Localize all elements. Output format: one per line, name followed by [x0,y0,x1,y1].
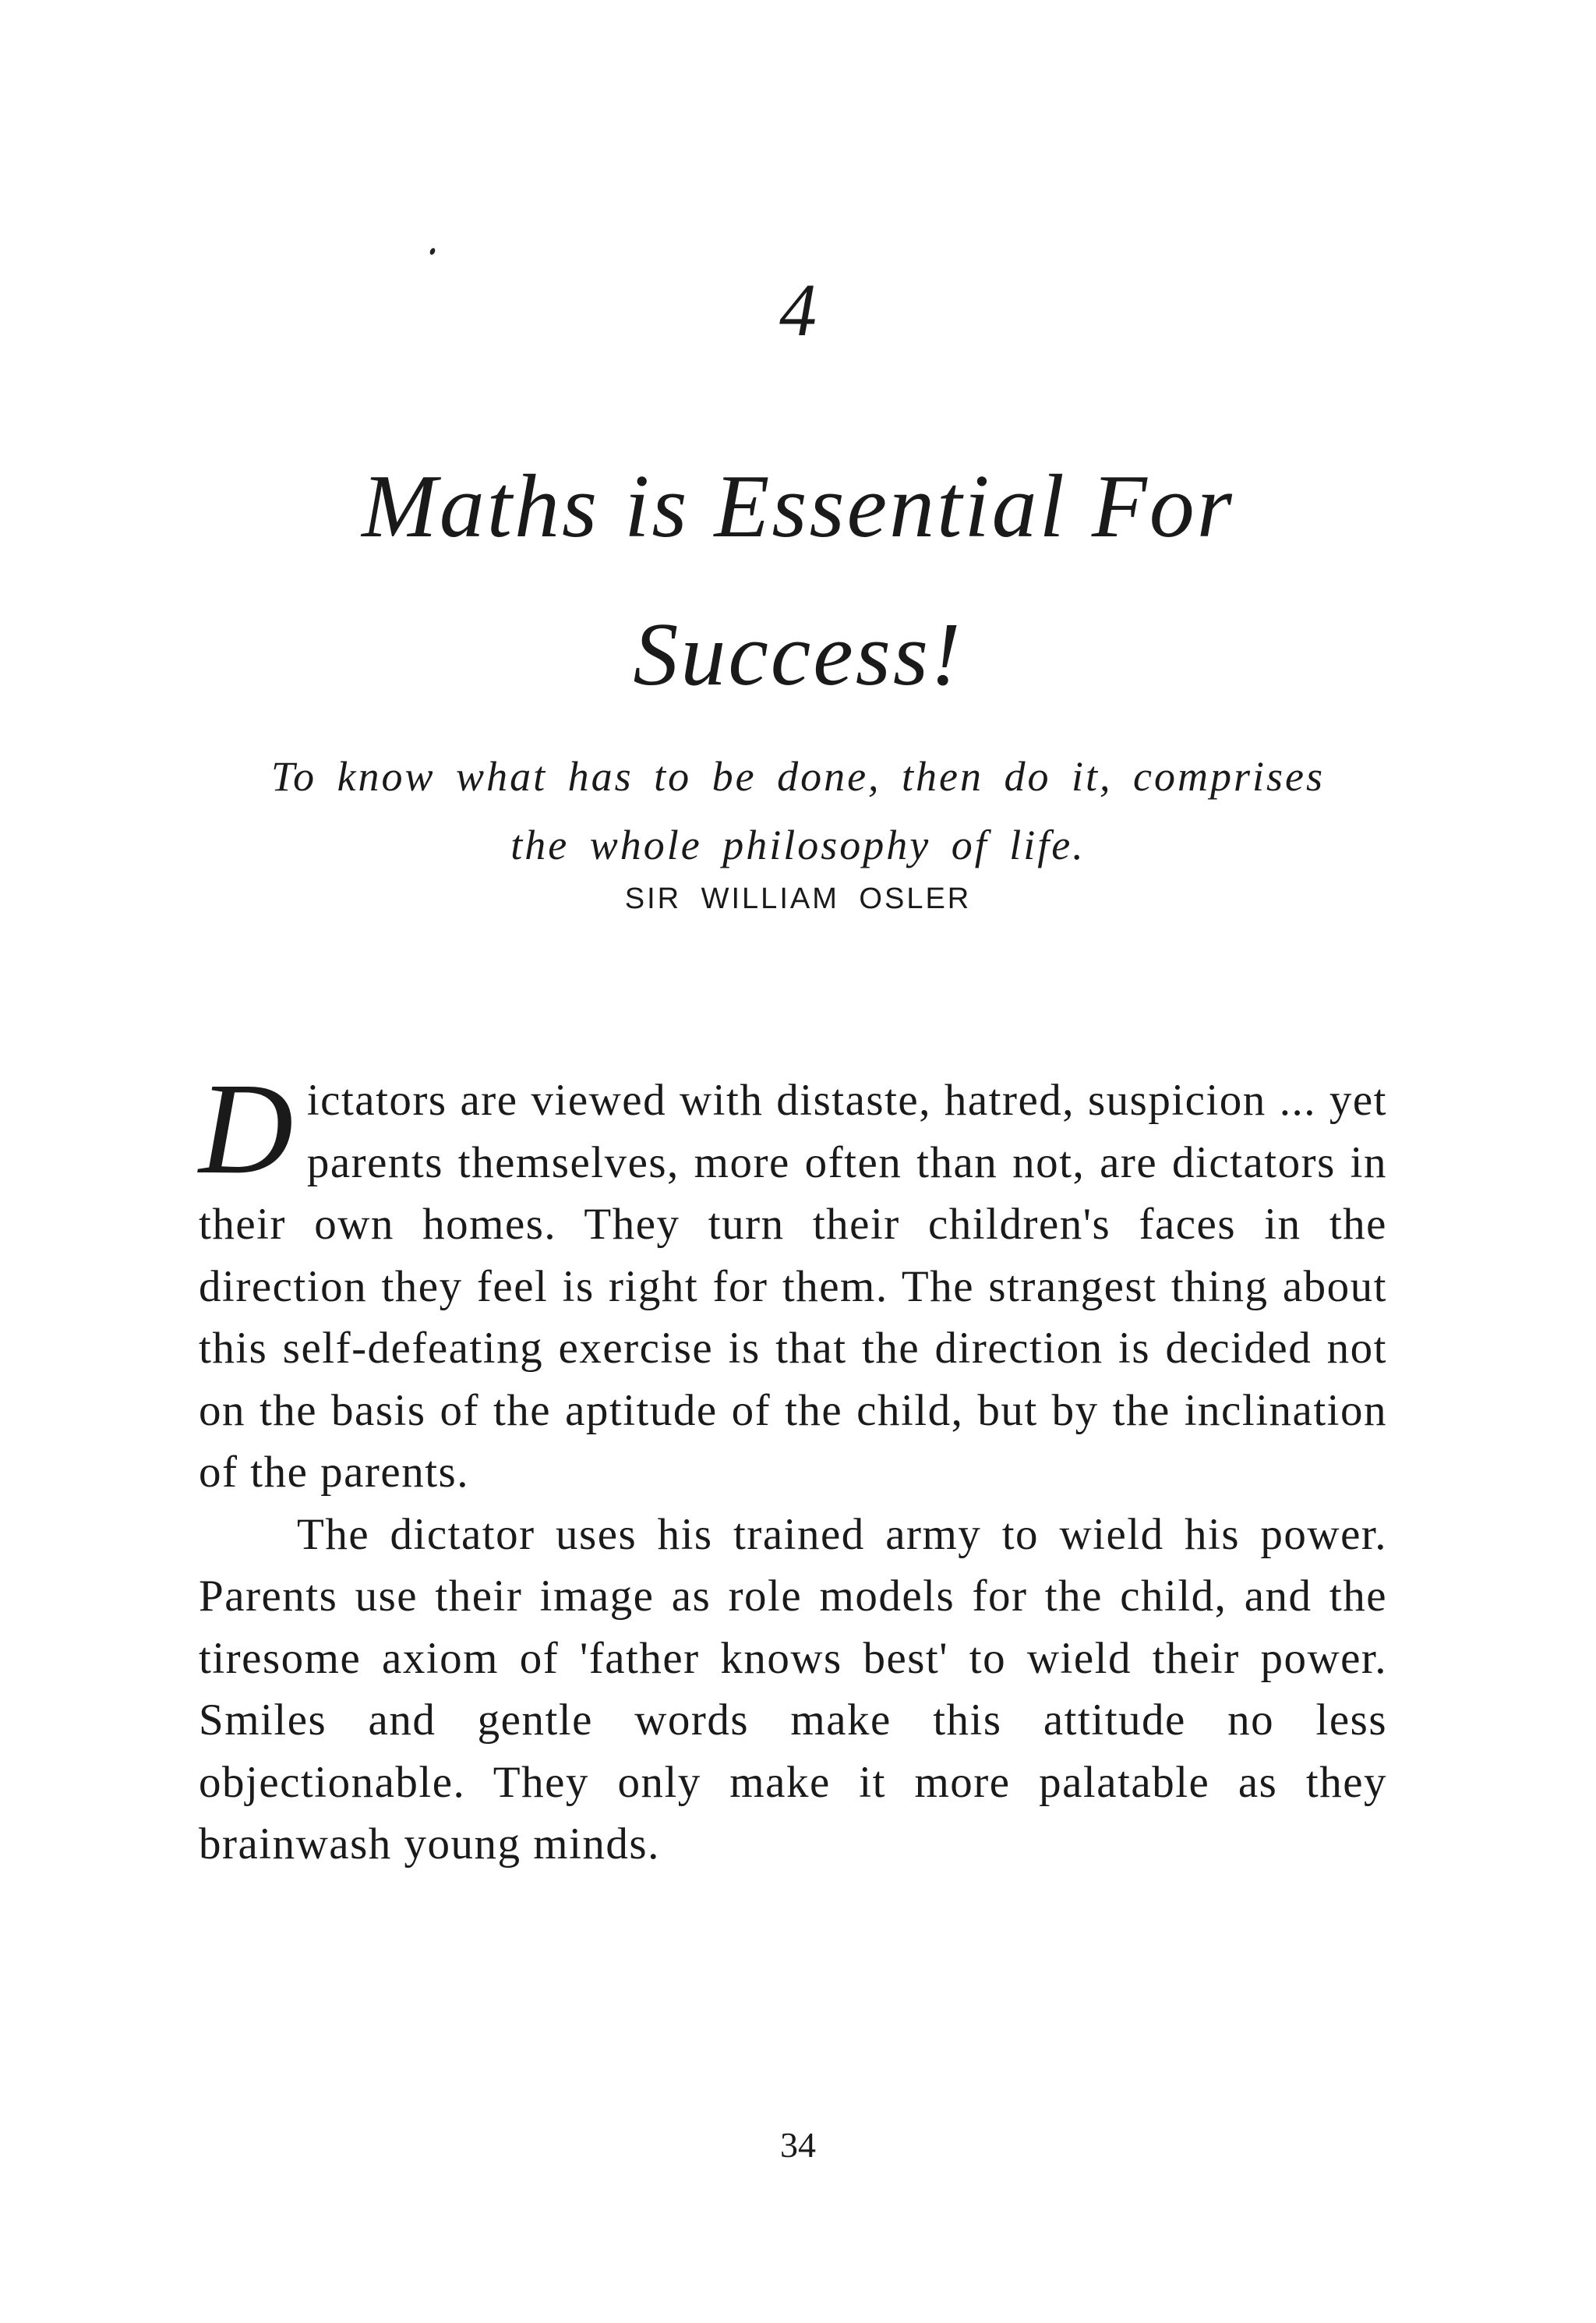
epigraph [249,742,1347,916]
epigraph-author: SIR WILLIAM OSLER [624,882,972,915]
chapter-number: 4 [779,268,817,352]
chapter-title: Maths is Essential For Success! [362,457,1234,705]
page-number: 34 [780,2125,816,2165]
drop-cap: D [199,1056,295,1201]
paragraph-1-text: ictators are viewed with distaste, hatred, suspicion ... yet parents themselves, more often than not, are dictators in their own homes. They turn their children's faces in the direction they feel is right for them. The strangest thing about this self-defeating exercise is that the direction is decided not on the basis of the aptitude of the child, but by the inclination of the parents. [199,1076,1387,1497]
paragraph-2: The dictator uses his trained army to wield his power. Parents use their image as role models for the child, and the tiresome axiom of 'father knows best' to wield their power. Smiles and gentle words make this attitude no less objectionable. They only make it more palatable as they brainwash young minds. [199,1509,1387,1869]
epigraph-quote: To know what has to be done, then do it, comprises the whole philosophy of life. [271,753,1325,868]
paragraph-1 [199,1056,1387,1504]
body-text [199,1056,1387,1876]
ink-speck [429,247,436,256]
